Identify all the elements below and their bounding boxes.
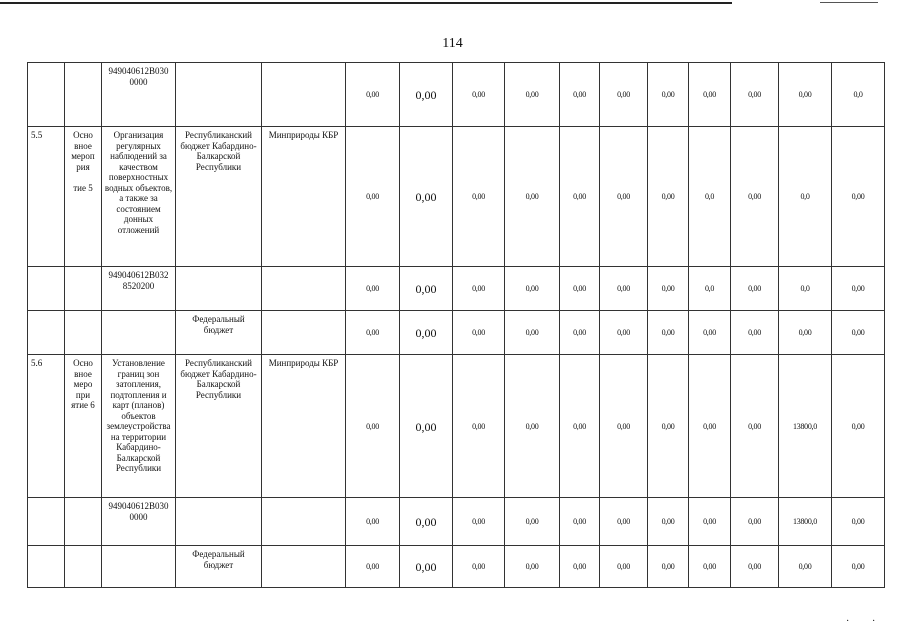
value-cell: 0,00 xyxy=(505,546,560,588)
value-cell: 0,0 xyxy=(689,127,731,267)
value-cell: 13800,0 xyxy=(779,355,832,498)
value-cell: 0,00 xyxy=(400,311,453,355)
value-cell: 0,00 xyxy=(600,355,648,498)
value-cell: 0,00 xyxy=(648,63,689,127)
table-row xyxy=(28,267,885,311)
row-number xyxy=(28,267,65,311)
value-cell: 0,00 xyxy=(689,311,731,355)
value-cell: 0,00 xyxy=(600,546,648,588)
value-cell: 0,00 xyxy=(731,498,779,546)
value-cell: 0,00 xyxy=(453,498,505,546)
row-number: 5.5 xyxy=(28,127,65,267)
value-cell: 0,0 xyxy=(689,267,731,311)
value-cell: 0,00 xyxy=(400,127,453,267)
value-cell: 0,00 xyxy=(779,63,832,127)
value-cell: 0,00 xyxy=(400,498,453,546)
event-name: Организация регулярных наблюдений за качеством поверхностных водных объектов, а также за состоянием донных отложений xyxy=(102,127,176,267)
funding-source: Республиканский бюджет Кабардино-Балкарской Республики xyxy=(176,355,262,498)
row-number xyxy=(28,498,65,546)
row-number xyxy=(28,311,65,355)
value-cell: 0,00 xyxy=(560,311,600,355)
table-row xyxy=(28,127,885,267)
event-name: 949040612В030 0000 xyxy=(102,498,176,546)
value-cell: 0,0 xyxy=(832,63,885,127)
executor xyxy=(262,267,346,311)
funding-source xyxy=(176,267,262,311)
value-cell: 0,00 xyxy=(832,498,885,546)
event-name: 949040612В032 8520200 xyxy=(102,267,176,311)
event-name xyxy=(102,546,176,588)
value-cell: 0,00 xyxy=(560,267,600,311)
scan-dot: · xyxy=(846,616,850,627)
value-cell: 0,00 xyxy=(832,127,885,267)
value-cell: 0,00 xyxy=(648,267,689,311)
funding-source: Республиканский бюджет Кабардино-Балкарской Республики xyxy=(176,127,262,267)
executor xyxy=(262,498,346,546)
event-type xyxy=(65,546,102,588)
value-cell: 0,00 xyxy=(453,311,505,355)
value-cell: 0,00 xyxy=(560,546,600,588)
value-cell: 0,00 xyxy=(648,355,689,498)
value-cell: 0,00 xyxy=(505,311,560,355)
value-cell: 0,00 xyxy=(689,355,731,498)
page-number: 114 xyxy=(442,36,463,51)
value-cell: 0,00 xyxy=(832,311,885,355)
value-cell: 0,00 xyxy=(560,127,600,267)
funding-source: Федеральный бюджет xyxy=(176,311,262,355)
value-cell: 13800,0 xyxy=(779,498,832,546)
value-cell: 0,00 xyxy=(689,546,731,588)
value-cell: 0,00 xyxy=(346,267,400,311)
value-cell: 0,00 xyxy=(453,267,505,311)
event-type xyxy=(65,311,102,355)
value-cell: 0,00 xyxy=(600,63,648,127)
value-cell: 0,00 xyxy=(560,355,600,498)
table-row xyxy=(28,498,885,546)
value-cell: 0,00 xyxy=(400,546,453,588)
value-cell: 0,00 xyxy=(346,311,400,355)
event-name: Установление границ зон затопления, подтопления и карт (планов) объектов землеустройства на территории Кабардино-Балкарской Республики xyxy=(102,355,176,498)
value-cell: 0,00 xyxy=(505,355,560,498)
value-cell: 0,00 xyxy=(346,498,400,546)
top-rule xyxy=(0,2,732,4)
event-type xyxy=(65,498,102,546)
value-cell: 0,00 xyxy=(731,546,779,588)
value-cell: 0,00 xyxy=(779,311,832,355)
value-cell: 0,00 xyxy=(400,355,453,498)
value-cell: 0,00 xyxy=(832,267,885,311)
value-cell: 0,00 xyxy=(600,267,648,311)
value-cell: 0,00 xyxy=(731,127,779,267)
value-cell: 0,00 xyxy=(689,498,731,546)
value-cell: 0,0 xyxy=(779,127,832,267)
table-row xyxy=(28,546,885,588)
executor xyxy=(262,63,346,127)
value-cell: 0,00 xyxy=(648,498,689,546)
executor: Минприроды КБР xyxy=(262,355,346,498)
event-name xyxy=(102,311,176,355)
value-cell: 0,00 xyxy=(346,546,400,588)
budget-table xyxy=(27,62,885,588)
top-rule-right xyxy=(820,2,878,3)
event-name: 949040612В030 0000 xyxy=(102,63,176,127)
value-cell: 0,00 xyxy=(600,311,648,355)
value-cell: 0,00 xyxy=(346,127,400,267)
funding-source: Федеральный бюджет xyxy=(176,546,262,588)
value-cell: 0,0 xyxy=(779,267,832,311)
value-cell: 0,00 xyxy=(400,63,453,127)
table-row xyxy=(28,355,885,498)
value-cell: 0,00 xyxy=(453,355,505,498)
value-cell: 0,00 xyxy=(648,311,689,355)
value-cell: 0,00 xyxy=(453,546,505,588)
row-number: 5.6 xyxy=(28,355,65,498)
value-cell: 0,00 xyxy=(731,63,779,127)
funding-source xyxy=(176,498,262,546)
value-cell: 0,00 xyxy=(731,267,779,311)
value-cell: 0,00 xyxy=(400,267,453,311)
value-cell: 0,00 xyxy=(600,127,648,267)
value-cell: 0,00 xyxy=(689,63,731,127)
value-cell: 0,00 xyxy=(505,63,560,127)
value-cell: 0,00 xyxy=(505,267,560,311)
value-cell: 0,00 xyxy=(832,355,885,498)
event-type: Осно вное мероп рия тие 5 xyxy=(65,127,102,267)
event-type xyxy=(65,63,102,127)
executor xyxy=(262,546,346,588)
value-cell: 0,00 xyxy=(453,127,505,267)
event-type: Осно вное меро при ятие 6 xyxy=(65,355,102,498)
value-cell: 0,00 xyxy=(731,311,779,355)
value-cell: 0,00 xyxy=(453,63,505,127)
scan-dot: · xyxy=(872,616,876,627)
row-number xyxy=(28,63,65,127)
table-row xyxy=(28,311,885,355)
value-cell: 0,00 xyxy=(648,127,689,267)
value-cell: 0,00 xyxy=(560,63,600,127)
value-cell: 0,00 xyxy=(346,355,400,498)
value-cell: 0,00 xyxy=(600,498,648,546)
value-cell: 0,00 xyxy=(779,546,832,588)
funding-source xyxy=(176,63,262,127)
value-cell: 0,00 xyxy=(505,127,560,267)
value-cell: 0,00 xyxy=(346,63,400,127)
executor: Минприроды КБР xyxy=(262,127,346,267)
value-cell: 0,00 xyxy=(731,355,779,498)
value-cell: 0,00 xyxy=(505,498,560,546)
event-type xyxy=(65,267,102,311)
row-number xyxy=(28,546,65,588)
value-cell: 0,00 xyxy=(560,498,600,546)
value-cell: 0,00 xyxy=(832,546,885,588)
value-cell: 0,00 xyxy=(648,546,689,588)
table-row xyxy=(28,63,885,127)
executor xyxy=(262,311,346,355)
